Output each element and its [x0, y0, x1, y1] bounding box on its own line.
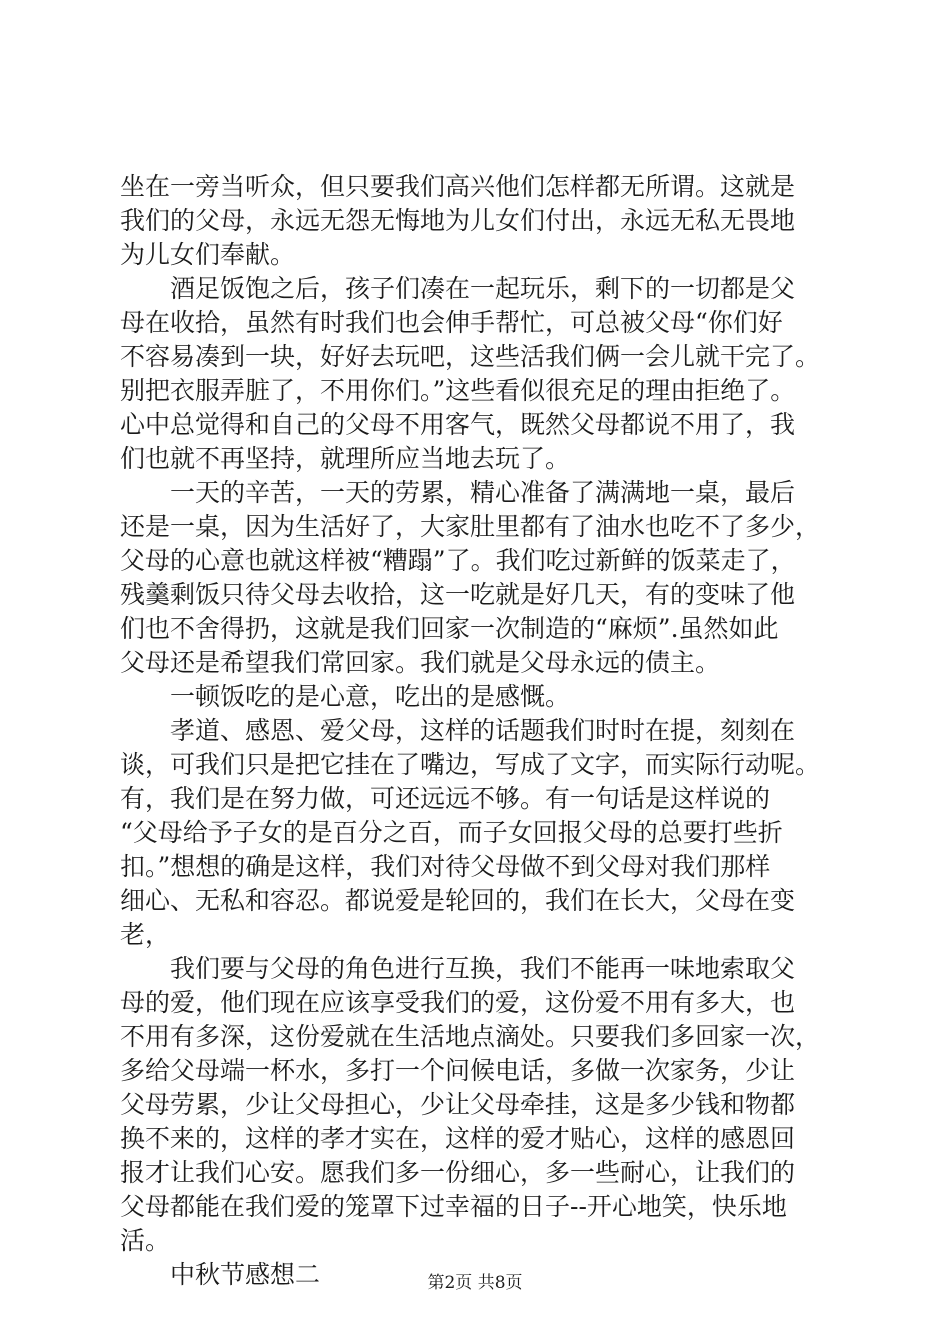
text-line: 们也不舍得扔，这就是我们回家一次制造的“麻烦”.虽然如此: [120, 614, 779, 643]
text-line: 父母都能在我们爱的笼罩下过幸福的日子--开心地笑，快乐地: [120, 1192, 787, 1221]
text-line: 父母还是希望我们常回家。我们就是父母永远的债主。: [120, 648, 721, 677]
text-line: 扣。”想想的确是这样，我们对待父母做不到父母对我们那样: [120, 852, 771, 881]
text-line: 心中总觉得和自己的父母不用客气，既然父母都说不用了，我: [120, 410, 796, 439]
paragraph-start-line: 孝道、感恩、爱父母，这样的话题我们时时在提，刻刻在: [170, 716, 796, 745]
section-heading: 中秋节感想二: [170, 1260, 321, 1289]
text-line: 报才让我们心安。愿我们多一份细心，多一些耐心，让我们的: [120, 1158, 796, 1187]
text-line: 细心、无私和容忍。都说爱是轮回的，我们在长大，父母在变: [120, 886, 796, 915]
text-line: 谈，可我们只是把它挂在了嘴边，写成了文字，而实际行动呢。: [120, 750, 821, 779]
paragraph-start-line: 酒足饭饱之后，孩子们凑在一起玩乐，剩下的一切都是父: [170, 274, 796, 303]
text-line: 多给父母端一杯水，多打一个问候电话，多做一次家务，少让: [120, 1056, 796, 1085]
text-line: 换不来的，这样的孝才实在，这样的爱才贴心，这样的感恩回: [120, 1124, 796, 1153]
paragraph-start-line: 一顿饭吃的是心意，吃出的是感慨。: [170, 682, 571, 711]
text-line: 父母劳累，少让父母担心，少让父母牵挂，这是多少钱和物都: [120, 1090, 796, 1119]
text-line: 们也就不再坚持，就理所应当地去玩了。: [120, 444, 571, 473]
text-line: 老，: [120, 920, 171, 949]
text-line: 父母的心意也就这样被“糟蹋”了。我们吃过新鲜的饭菜走了，: [120, 546, 796, 575]
text-line: 活。: [120, 1226, 171, 1255]
text-line: 坐在一旁当听众，但只要我们高兴他们怎样都无所谓。这就是: [120, 172, 796, 201]
text-line: 有，我们是在努力做，可还远远不够。有一句话是这样说的: [120, 784, 771, 813]
text-line: “父母给予子女的是百分之百，而子女回报父母的总要打些折: [120, 818, 783, 847]
text-line: 残羹剩饭只待父母去收拾，这一吃就是好几天，有的变味了他: [120, 580, 796, 609]
text-line: 别把衣服弄脏了，不用你们。”这些看似很充足的理由拒绝了。: [120, 376, 796, 405]
paragraph-start-line: 一天的辛苦，一天的劳累，精心准备了满满地一桌，最后: [170, 478, 796, 507]
text-line: 不用有多深，这份爱就在生活地点滴处。只要我们多回家一次，: [120, 1022, 821, 1051]
text-line: 我们的父母，永远无怨无悔地为儿女们付出，永远无私无畏地: [120, 206, 796, 235]
paragraph-start-line: 我们要与父母的角色进行互换，我们不能再一味地索取父: [170, 954, 796, 983]
text-line: 为儿女们奉献。: [120, 240, 296, 269]
text-line: 母在收拾，虽然有时我们也会伸手帮忙，可总被父母“你们好: [120, 308, 783, 337]
text-line: 还是一桌，因为生活好了，大家肚里都有了油水也吃不了多少，: [120, 512, 821, 541]
text-line: 不容易凑到一块，好好去玩吧，这些活我们俩一会儿就干完了。: [120, 342, 821, 371]
page-number-footer: 第2页 共8页: [427, 1273, 523, 1293]
body-text: [120, 170, 842, 1292]
text-line: 母的爱，他们现在应该享受我们的爱，这份爱不用有多大，也: [120, 988, 796, 1017]
